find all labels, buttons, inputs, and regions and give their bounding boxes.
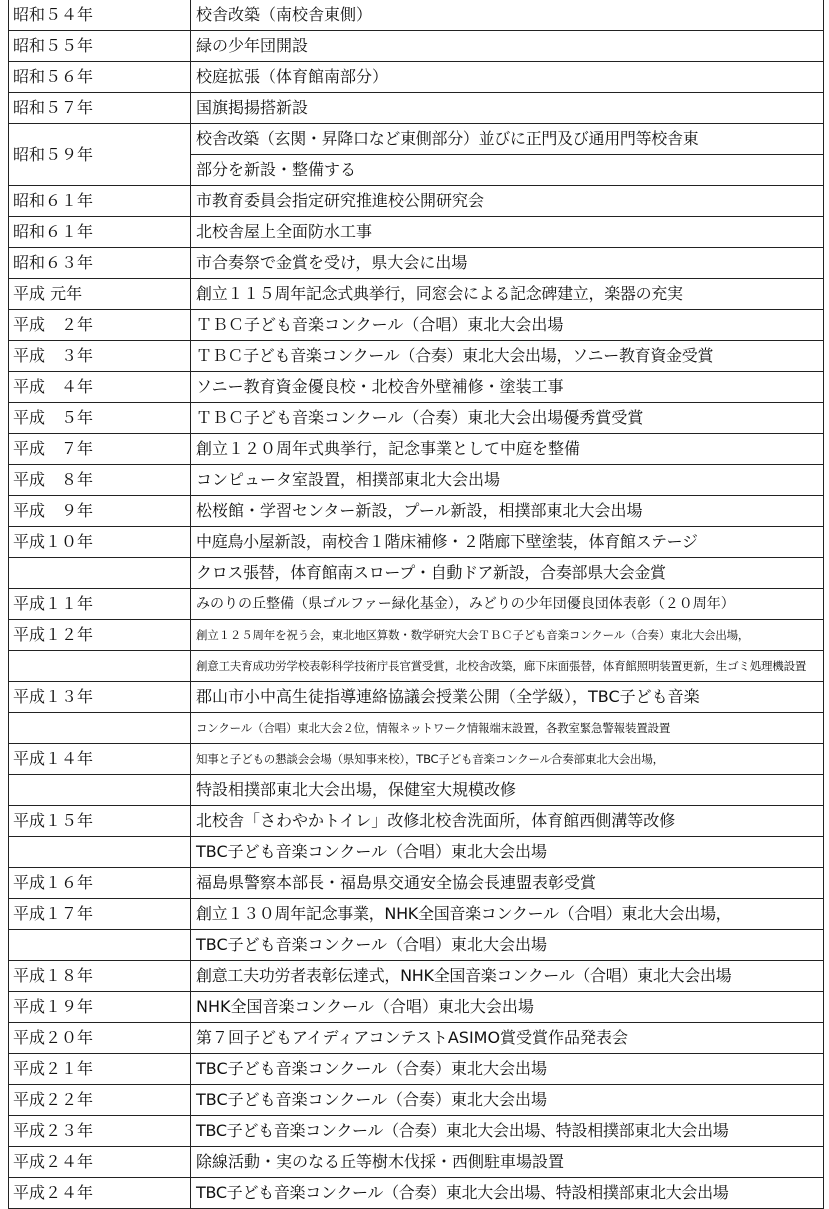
event-cell: 市教育委員会指定研究推進校公開研究会 [191, 186, 824, 217]
event-cell: みのりの丘整備（県ゴルファー緑化基金），みどりの少年団優良団体表彰（２０周年） [191, 589, 824, 620]
event-cell: 校舎改築（南校舎東側） [191, 0, 824, 31]
year-cell: 昭和６３年 [9, 248, 191, 279]
year-cell: 昭和５５年 [9, 31, 191, 62]
year-cell: 昭和５４年 [9, 0, 191, 31]
event-cell: ＴＢＣ子ども音楽コンクール（合唱）東北大会出場 [191, 310, 824, 341]
year-cell-empty [9, 837, 191, 868]
year-cell: 平成１７年 [9, 899, 191, 930]
table-row [9, 1178, 824, 1209]
year-cell: 平成２０年 [9, 1023, 191, 1054]
table-row [9, 961, 824, 992]
year-cell: 平成１５年 [9, 806, 191, 837]
event-cell: 創立１２０周年式典挙行，記念事業として中庭を整備 [191, 434, 824, 465]
event-cell: TBC子ども音楽コンクール（合奏）東北大会出場、特設相撲部東北大会出場 [191, 1178, 824, 1209]
table-row [9, 403, 824, 434]
event-cell: 部分を新設・整備する [191, 155, 824, 186]
event-cell: 北校舎「さわやかトイレ」改修北校舎洗面所，体育館西側溝等改修 [191, 806, 824, 837]
event-cell: 校庭拡張（体育館南部分） [191, 62, 824, 93]
table-row [9, 868, 824, 899]
table-row [9, 434, 824, 465]
table-row-continuation [9, 837, 824, 868]
event-cell: 創意工夫功労者表彰伝達式，NHK全国音楽コンクール（合唱）東北大会出場 [191, 961, 824, 992]
year-cell: 平成２２年 [9, 1085, 191, 1116]
table-row [9, 372, 824, 403]
table-row [9, 62, 824, 93]
table-row [9, 124, 824, 155]
event-cell: 創立１２５周年を祝う会，東北地区算数・数学研究大会ＴＢＣ子ども音楽コンクール（合奏）東北大会出場， [191, 620, 824, 651]
event-cell: 松桜館・学習センター新設，プール新設，相撲部東北大会出場 [191, 496, 824, 527]
table-row [9, 806, 824, 837]
table-row [9, 1116, 824, 1147]
table-row [9, 589, 824, 620]
year-cell: 昭和６１年 [9, 186, 191, 217]
year-cell-empty [9, 930, 191, 961]
year-cell: 平成１３年 [9, 682, 191, 713]
event-cell: コンピュータ室設置，相撲部東北大会出場 [191, 465, 824, 496]
table-row [9, 992, 824, 1023]
table-row [9, 217, 824, 248]
year-cell-empty [9, 558, 191, 589]
year-cell: 平成 ８年 [9, 465, 191, 496]
event-cell: 校舎改築（玄関・昇降口など東側部分）並びに正門及び通用門等校舎東 [191, 124, 824, 155]
table-row [9, 527, 824, 558]
history-table-body [9, 0, 824, 1209]
table-row-continuation [9, 713, 824, 744]
year-cell: 平成 ９年 [9, 496, 191, 527]
event-cell: 市合奏祭で金賞を受け，県大会に出場 [191, 248, 824, 279]
year-cell: 平成 元年 [9, 279, 191, 310]
table-row [9, 186, 824, 217]
year-cell: 平成１１年 [9, 589, 191, 620]
event-cell: 中庭鳥小屋新設，南校舎１階床補修・２階廊下壁塗装，体育館ステージ [191, 527, 824, 558]
year-cell: 平成 ５年 [9, 403, 191, 434]
year-cell: 昭和５９年 [9, 124, 191, 186]
table-row [9, 744, 824, 775]
event-cell: 創意工夫育成功労学校表彰科学技術庁長官賞受賞，北校舎改築，廊下床面張替，体育館照明装置更新，生ゴミ処理機設置 [191, 651, 824, 682]
year-cell: 平成２４年 [9, 1178, 191, 1209]
year-cell: 平成１６年 [9, 868, 191, 899]
year-cell: 平成１２年 [9, 620, 191, 651]
year-cell: 平成２１年 [9, 1054, 191, 1085]
year-cell: 平成２４年 [9, 1147, 191, 1178]
year-cell: 平成１９年 [9, 992, 191, 1023]
year-cell: 平成１８年 [9, 961, 191, 992]
table-row [9, 496, 824, 527]
event-cell: コンクール（合唱）東北大会２位，情報ネットワーク情報端末設置，各教室緊急警報装置設置 [191, 713, 824, 744]
event-cell: 知事と子どもの懇談会会場（県知事来校），TBC子ども音楽コンクール合奏部東北大会出場， [191, 744, 824, 775]
event-cell: 創立１３０周年記念事業，NHK全国音楽コンクール（合唱）東北大会出場， [191, 899, 824, 930]
event-cell: TBC子ども音楽コンクール（合奏）東北大会出場 [191, 1054, 824, 1085]
year-cell-empty [9, 713, 191, 744]
event-cell: 第７回子どもアイディアコンテストASIMO賞受賞作品発表会 [191, 1023, 824, 1054]
event-cell: クロス張替，体育館南スロープ・自動ドア新設，合奏部県大会金賞 [191, 558, 824, 589]
table-row-continuation [9, 651, 824, 682]
year-cell: 昭和６１年 [9, 217, 191, 248]
table-row [9, 1085, 824, 1116]
event-cell: 郡山市小中高生徒指導連絡協議会授業公開（全学級），TBC子ども音楽 [191, 682, 824, 713]
table-row [9, 341, 824, 372]
year-cell: 平成 ４年 [9, 372, 191, 403]
table-row [9, 1023, 824, 1054]
year-cell: 平成 ２年 [9, 310, 191, 341]
event-cell: TBC子ども音楽コンクール（合奏）東北大会出場 [191, 1085, 824, 1116]
table-row [9, 899, 824, 930]
year-cell: 平成１４年 [9, 744, 191, 775]
year-cell-empty [9, 651, 191, 682]
year-cell: 昭和５６年 [9, 62, 191, 93]
table-row [9, 465, 824, 496]
event-cell: NHK全国音楽コンクール（合唱）東北大会出場 [191, 992, 824, 1023]
year-cell: 平成 ３年 [9, 341, 191, 372]
event-cell: TBC子ども音楽コンクール（合唱）東北大会出場 [191, 837, 824, 868]
table-row [9, 0, 824, 31]
table-row [9, 682, 824, 713]
event-cell: 緑の少年団開設 [191, 31, 824, 62]
year-cell: 平成２３年 [9, 1116, 191, 1147]
table-row [9, 248, 824, 279]
table-row [9, 310, 824, 341]
year-cell: 平成 ７年 [9, 434, 191, 465]
event-cell: 国旗掲揚搭新設 [191, 93, 824, 124]
table-row-continuation [9, 558, 824, 589]
table-row-continuation [9, 775, 824, 806]
year-cell: 平成１０年 [9, 527, 191, 558]
table-row [9, 1054, 824, 1085]
event-cell: TBC子ども音楽コンクール（合奏）東北大会出場、特設相撲部東北大会出場 [191, 1116, 824, 1147]
school-history-table [8, 0, 824, 1209]
table-row [9, 93, 824, 124]
event-cell: ＴＢＣ子ども音楽コンクール（合奏）東北大会出場優秀賞受賞 [191, 403, 824, 434]
event-cell: ソニー教育資金優良校・北校舎外壁補修・塗装工事 [191, 372, 824, 403]
table-row [9, 31, 824, 62]
event-cell: 福島県警察本部長・福島県交通安全協会長連盟表彰受賞 [191, 868, 824, 899]
year-cell: 昭和５７年 [9, 93, 191, 124]
event-cell: 創立１１５周年記念式典挙行，同窓会による記念碑建立，楽器の充実 [191, 279, 824, 310]
table-row [9, 279, 824, 310]
event-cell: ＴＢＣ子ども音楽コンクール（合奏）東北大会出場，ソニー教育資金受賞 [191, 341, 824, 372]
year-cell-empty [9, 775, 191, 806]
event-cell: 北校舎屋上全面防水工事 [191, 217, 824, 248]
table-row [9, 1147, 824, 1178]
table-row-continuation [9, 930, 824, 961]
table-row [9, 620, 824, 651]
event-cell: 除線活動・実のなる丘等樹木伐採・西側駐車場設置 [191, 1147, 824, 1178]
event-cell: 特設相撲部東北大会出場，保健室大規模改修 [191, 775, 824, 806]
event-cell: TBC子ども音楽コンクール（合唱）東北大会出場 [191, 930, 824, 961]
